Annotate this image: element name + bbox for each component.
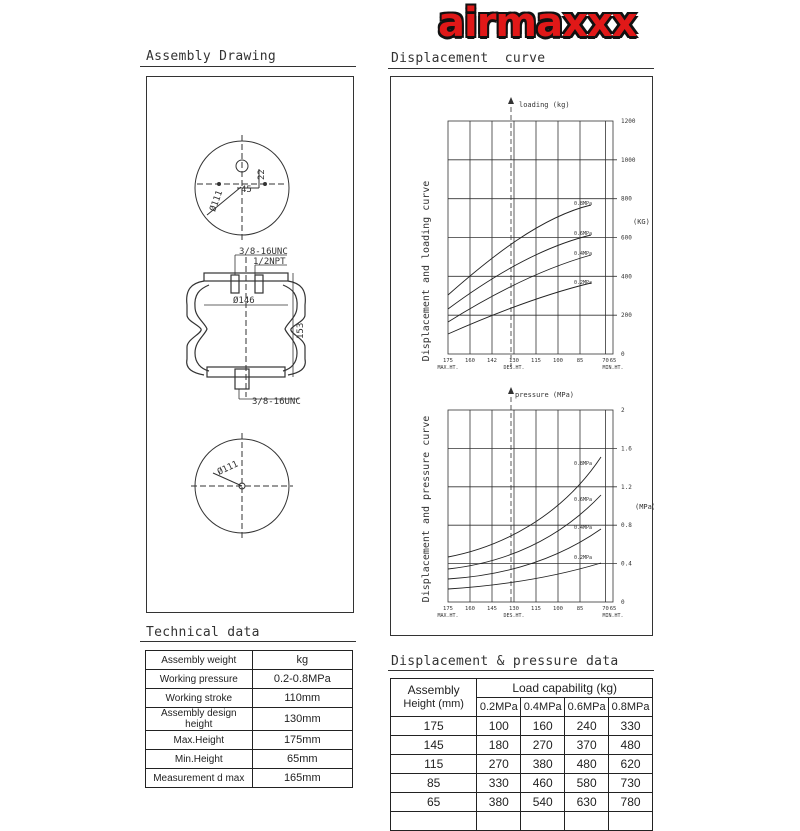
lg-right-tick: 0 (621, 351, 625, 358)
disp-height: 115 (391, 755, 477, 774)
lg-x-tick: 175 (443, 358, 453, 364)
pressure-curve (448, 457, 601, 557)
pr-frame (448, 410, 613, 602)
pr-right-tick: 0 (621, 599, 625, 606)
assembly-drawing-panel (146, 76, 354, 613)
loading-curves (448, 205, 591, 334)
disp-empty-cell (521, 812, 565, 831)
loading-axis-title: loading (kg) (519, 101, 570, 109)
divider (388, 670, 654, 671)
bottom-dia: Ø111 (216, 459, 240, 478)
bottom-view (191, 433, 293, 541)
pr-series-label: 0.2MPa (574, 555, 593, 561)
technical-data-title: Technical data (146, 625, 260, 640)
divider (388, 68, 654, 69)
tech-row (146, 750, 353, 769)
disp-height: 145 (391, 736, 477, 755)
npt-label: 1/2NPT (253, 257, 286, 267)
lg-x-mark: DES.HT. (503, 365, 525, 371)
pr-x-tick: 160 (465, 606, 475, 612)
lg-x-tick: 142 (487, 358, 497, 364)
disp-value: 180 (477, 736, 521, 755)
pr-x-mark: MIN.HT. (602, 613, 624, 619)
disp-value: 100 (477, 717, 521, 736)
disp-value: 540 (521, 793, 565, 812)
lg-x-tick: 70 (602, 358, 609, 364)
disp-value: 330 (477, 774, 521, 793)
disp-value: 630 (565, 793, 609, 812)
pr-x-tick: 70 (602, 606, 609, 612)
lg-right-tick: 400 (621, 273, 632, 281)
pressure-right-ticks (621, 407, 632, 606)
lg-right-tick: 800 (621, 195, 632, 203)
pr-x-tick: 175 (443, 606, 453, 612)
header-height: Height (mm) (403, 698, 464, 710)
tech-value: 0.2-0.8MPa (252, 670, 352, 689)
tech-label: Working pressure (146, 670, 253, 689)
pressure-x-marks (437, 613, 623, 619)
disp-value: 580 (565, 774, 609, 793)
tech-row (146, 708, 353, 731)
loading-ylabel: Displacement and loading curve (421, 180, 432, 362)
technical-data-table (145, 650, 353, 788)
pr-x-tick: 100 (553, 606, 563, 612)
pr-x-mark: DES.HT. (503, 613, 525, 619)
tech-value: 65mm (252, 750, 352, 769)
pr-series-label: 0.4MPa (574, 525, 593, 531)
lg-right-tick: 1000 (621, 156, 636, 164)
tech-label: Working stroke (146, 689, 253, 708)
displacement-pressure-table (390, 678, 653, 831)
disp-height: 65 (391, 793, 477, 812)
tech-label: Min.Height (146, 750, 253, 769)
tech-label: Assembly design height (146, 708, 253, 731)
pr-right-tick: 0.4 (621, 560, 632, 568)
lg-right-tick: 200 (621, 312, 632, 320)
lg-series-label: 0.8MPa (574, 201, 593, 207)
disp-value: 780 (609, 793, 653, 812)
disp-value: 380 (477, 793, 521, 812)
loading-x-ticks (443, 358, 616, 364)
top-dia: Ø111 (208, 189, 226, 214)
disp-value: 460 (521, 774, 565, 793)
tech-label: Assembly weight (146, 651, 253, 670)
lg-x-tick: 160 (465, 358, 475, 364)
pr-x-tick: 115 (531, 606, 541, 612)
pr-series-label: 0.6MPa (574, 497, 593, 503)
lg-right-tick: 1200 (621, 118, 636, 125)
lg-series-label: 0.4MPa (574, 251, 593, 257)
lg-x-tick: 130 (509, 358, 519, 364)
pressure-ylabel: Displacement and pressure curve (421, 415, 432, 603)
loading-x-marks (437, 365, 623, 371)
header-assembly: Assembly (407, 683, 460, 697)
pr-x-mark: MAX.HT. (437, 613, 459, 619)
tech-row (146, 689, 353, 708)
disp-value: 270 (521, 736, 565, 755)
disp-value: 480 (565, 755, 609, 774)
dim-22: 22 (257, 169, 267, 180)
disp-row (391, 774, 653, 793)
divider (140, 66, 356, 67)
pressure-series-labels (574, 461, 592, 561)
loading-series-labels (574, 201, 592, 286)
tech-value: kg (252, 651, 352, 670)
tech-row (146, 651, 353, 670)
divider (140, 641, 356, 642)
pr-right-tick: 2 (621, 407, 625, 414)
tech-value: 130mm (252, 708, 352, 731)
pressure-grid (448, 410, 617, 602)
lg-x-mark: MIN.HT. (602, 365, 624, 371)
thread-top-label: 3/8-16UNC (239, 247, 288, 257)
pr-right-tick: 1.2 (621, 483, 632, 491)
pr-x-tick: 130 (509, 606, 519, 612)
disp-height: 175 (391, 717, 477, 736)
pr-x-tick: 85 (576, 606, 584, 612)
assembly-drawing-title: Assembly Drawing (146, 49, 277, 64)
pr-right-tick: 1.6 (621, 445, 632, 453)
header-pressure: 0.8MPa (609, 698, 653, 717)
thread-bottom-label: 3/8-16UNC (252, 397, 301, 407)
pressure-curve (448, 563, 601, 589)
pressure-curves (448, 457, 601, 589)
lg-series-label: 0.6MPa (574, 231, 593, 237)
displacement-curve-panel (390, 76, 653, 636)
loading-curve (448, 235, 591, 309)
disp-row (391, 755, 653, 774)
pr-x-tick: 145 (487, 606, 497, 612)
lg-x-tick: 115 (531, 358, 541, 364)
pr-x-tick: 65 (609, 606, 617, 612)
disp-empty-cell (477, 812, 521, 831)
lg-series-label: 0.2MPa (574, 280, 593, 286)
pressure-curve (448, 529, 601, 579)
loading-grid (448, 121, 617, 354)
displacement-curve-title: Displacement curve (391, 51, 546, 66)
disp-height: 85 (391, 774, 477, 793)
brand-logo: airmaxxx (438, 0, 637, 46)
disp-empty-cell (609, 812, 653, 831)
disp-empty-cell (565, 812, 609, 831)
disp-value: 730 (609, 774, 653, 793)
lg-right-tick: 600 (621, 234, 632, 242)
tech-row (146, 731, 353, 750)
header-pressure: 0.6MPa (565, 698, 609, 717)
disp-row (391, 736, 653, 755)
disp-row (391, 812, 653, 831)
disp-value: 270 (477, 755, 521, 774)
loading-right-ticks (621, 118, 636, 358)
pressure-unit: (MPa) (635, 503, 654, 511)
disp-value: 330 (609, 717, 653, 736)
tech-label: Max.Height (146, 731, 253, 750)
tech-row (146, 670, 353, 689)
tech-value: 110mm (252, 689, 352, 708)
header-pressure: 0.4MPa (521, 698, 565, 717)
disp-value: 370 (565, 736, 609, 755)
side-dia: Ø146 (233, 296, 255, 306)
disp-row (391, 717, 653, 736)
tech-row (146, 769, 353, 788)
tech-value: 165mm (252, 769, 352, 788)
disp-value: 380 (521, 755, 565, 774)
disp-value: 620 (609, 755, 653, 774)
displacement-pressure-title: Displacement & pressure data (391, 654, 619, 669)
height-dim: 153 (296, 322, 306, 339)
lg-x-tick: 85 (576, 358, 584, 364)
pressure-chart (421, 387, 654, 619)
disp-value: 240 (565, 717, 609, 736)
curves-svg (391, 77, 654, 637)
lg-x-tick: 100 (553, 358, 563, 364)
lg-x-tick: 65 (609, 358, 617, 364)
tech-value: 175mm (252, 731, 352, 750)
pr-series-label: 0.8MPa (574, 461, 593, 467)
pr-right-tick: 0.8 (621, 522, 632, 530)
loading-chart (421, 97, 650, 371)
loading-curve (448, 205, 591, 295)
lg-x-mark: MAX.HT. (437, 365, 459, 371)
assembly-drawing-svg (147, 77, 355, 614)
loading-unit: (KG) (633, 218, 650, 226)
dim-45: 45 (241, 185, 252, 195)
pressure-x-ticks (443, 606, 616, 612)
disp-value: 480 (609, 736, 653, 755)
side-view (187, 255, 306, 399)
disp-value: 160 (521, 717, 565, 736)
header-pressure: 0.2MPa (477, 698, 521, 717)
header-load: Load capabilitg (kg) (477, 679, 653, 698)
disp-empty-cell (391, 812, 477, 831)
pressure-axis-title: pressure (MPa) (515, 391, 575, 399)
disp-row (391, 793, 653, 812)
tech-label: Measurement d max (146, 769, 253, 788)
